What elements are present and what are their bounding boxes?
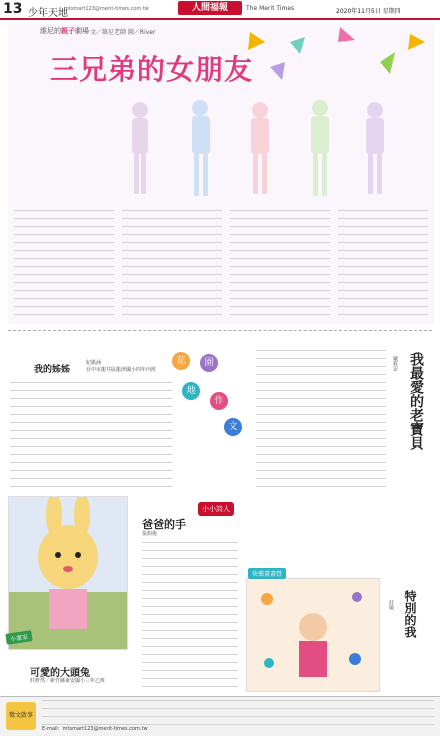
page-number: 13 — [3, 1, 23, 17]
story1-title: 我的姊姊 — [34, 365, 71, 375]
newspaper-logo: 人間福報 — [178, 1, 242, 15]
story3-text — [142, 542, 238, 692]
divider — [8, 330, 432, 331]
poetry-badge: 小小詩人 — [198, 502, 234, 516]
footer-email: E-mail：mtsmart123@merit-times.com.tw — [42, 726, 148, 732]
footer-label: 徵文啟事 — [6, 702, 36, 730]
painting2-title: 特別的我 — [403, 590, 417, 638]
painting1-frame — [8, 496, 128, 650]
circle-group — [172, 352, 252, 452]
painting1-author: 莊軒然／新竹縣東安國小三年乙班 — [30, 678, 106, 684]
story3-author: 張鈞俊 — [142, 531, 158, 537]
footer-text — [42, 700, 434, 726]
feature-title: 三兄弟的女朋友 — [50, 53, 254, 86]
story2-author: 戴筱安 — [392, 356, 398, 371]
circle-1: 花 — [172, 352, 190, 370]
painting2-tag: 快樂畫畫營 — [248, 568, 286, 579]
painting2-author: 莊敏 — [388, 600, 394, 610]
story2-text — [256, 350, 386, 490]
circle-2: 園 — [200, 354, 218, 372]
column-tag: 維尼的親子劇場 — [40, 27, 89, 35]
painting1-image — [9, 497, 127, 649]
feature-text-col2 — [122, 210, 222, 320]
circle-4: 作 — [210, 392, 228, 410]
feature-text-col4 — [338, 210, 428, 320]
story2-title: 我最愛的老寶貝 — [408, 352, 424, 450]
story1-author: 紀凱涵 — [86, 360, 102, 366]
painting1-tag: 小畫家 — [5, 630, 32, 645]
feature-text-col1 — [14, 210, 114, 320]
painting1-title: 可愛的大頭兔 — [30, 668, 90, 679]
issue-date: 2020年11月5日 星期四 — [336, 8, 401, 15]
feature-byline: 文／維尼老師 圖／River — [90, 29, 156, 36]
feature-text-col3 — [230, 210, 330, 320]
story1-school: 台中市龍井區龍津國小四年丙班 — [86, 367, 157, 373]
newspaper-logo-en: The Merit Times — [246, 5, 295, 12]
story3-title: 爸爸的手 — [142, 518, 186, 531]
section-name: 少年天地 — [28, 8, 68, 19]
painting2-image — [247, 579, 379, 691]
header-email: mtsmart123@merit-times.com.tw — [64, 6, 149, 12]
painting2-frame — [246, 578, 380, 692]
decorative-triangles — [230, 22, 430, 102]
circle-3: 地 — [182, 382, 200, 400]
circle-5: 文 — [224, 418, 242, 436]
feature-illustration — [110, 98, 410, 208]
story1-text — [10, 382, 172, 490]
